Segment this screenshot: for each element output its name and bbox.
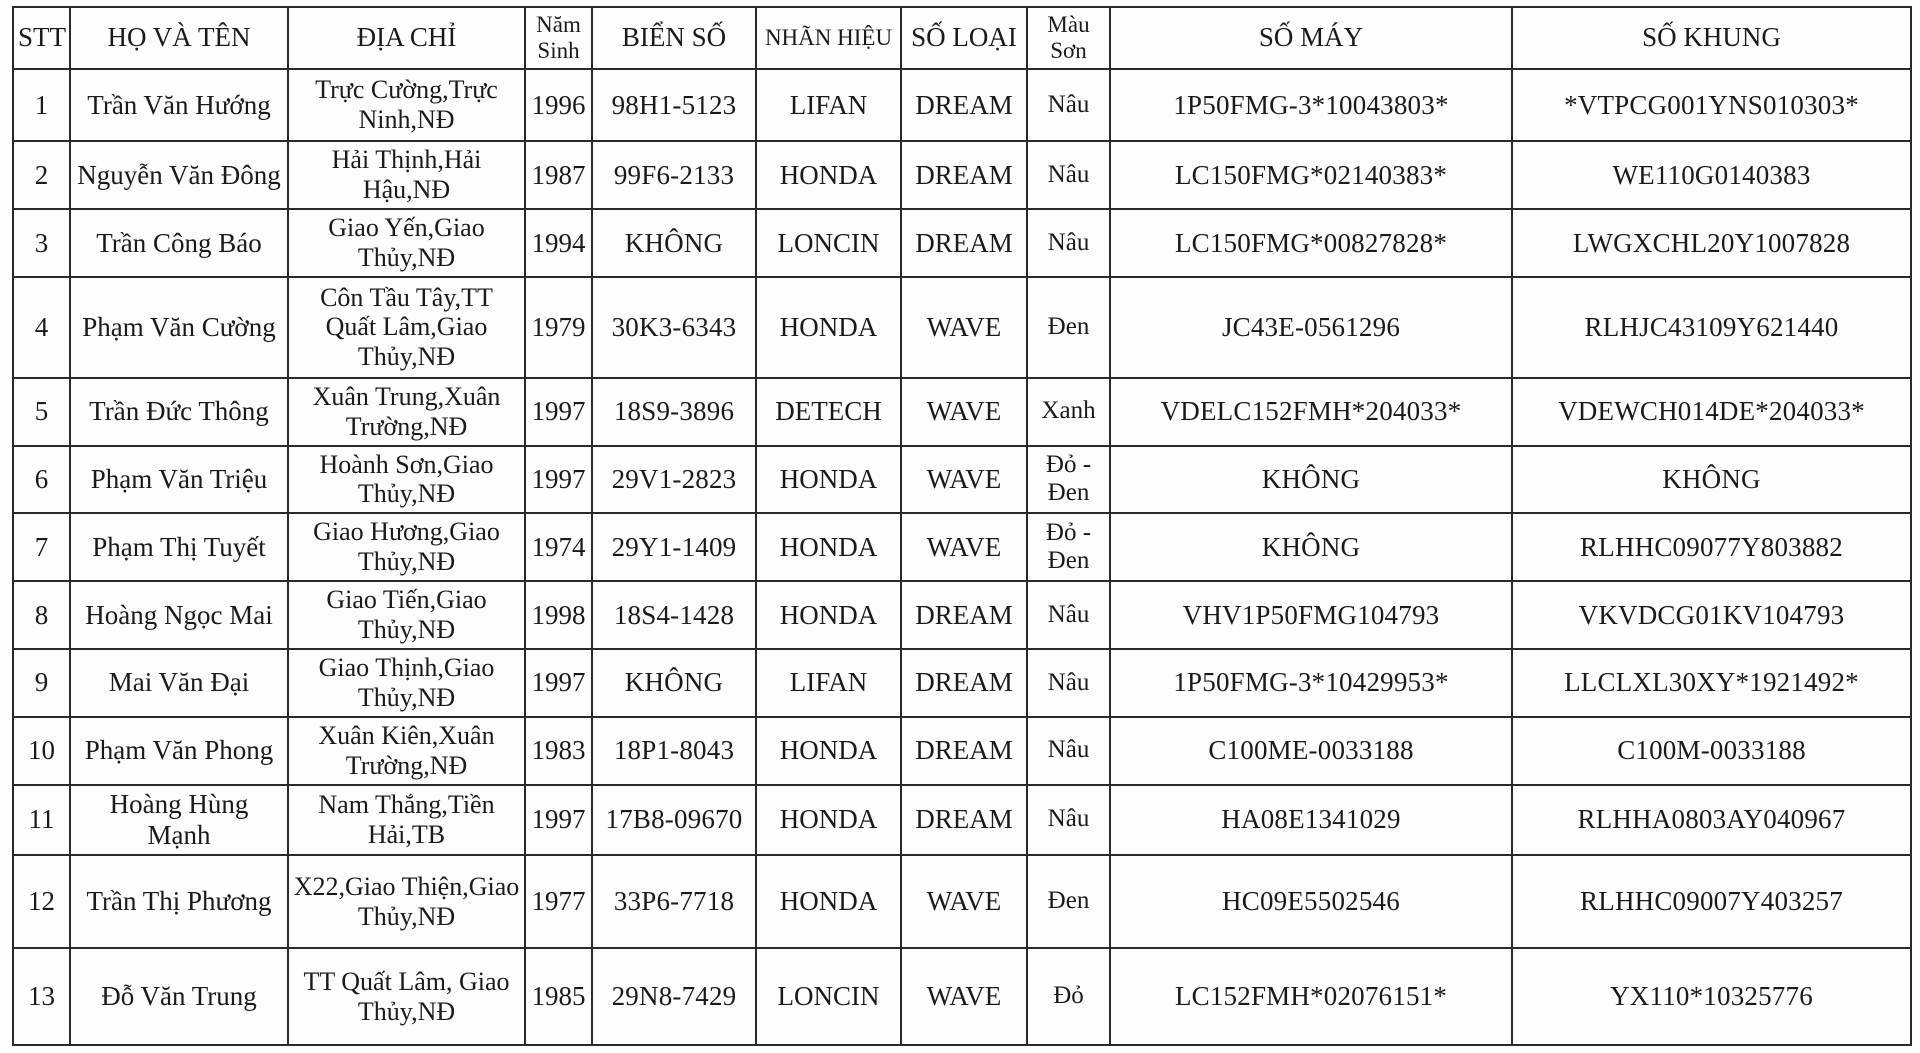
- table-row: [13, 209, 1911, 277]
- cell-engine-number: KHÔNG: [1110, 513, 1512, 581]
- cell-address: Côn Tầu Tây,TT Quất Lâm,Giao Thủy,NĐ: [288, 277, 525, 378]
- cell-plate: 29Y1-1409: [592, 513, 756, 581]
- cell-plate: 99F6-2133: [592, 141, 756, 209]
- header-address: ĐỊA CHỈ: [288, 7, 525, 69]
- cell-name: Trần Công Báo: [70, 209, 288, 277]
- cell-plate: 29N8-7429: [592, 948, 756, 1045]
- cell-stt: 2: [13, 141, 70, 209]
- table-row: [13, 378, 1911, 446]
- cell-frame-number: WE110G0140383: [1512, 141, 1911, 209]
- cell-model: WAVE: [901, 513, 1027, 581]
- cell-plate: 98H1-5123: [592, 69, 756, 141]
- cell-name: Trần Văn Hướng: [70, 69, 288, 141]
- table-row: [13, 581, 1911, 649]
- cell-brand: HONDA: [756, 785, 901, 855]
- cell-brand: HONDA: [756, 581, 901, 649]
- header-paint: Màu Sơn: [1027, 7, 1110, 69]
- header-model: SỐ LOẠI: [901, 7, 1027, 69]
- cell-engine-number: JC43E-0561296: [1110, 277, 1512, 378]
- cell-frame-number: LLCLXL30XY*1921492*: [1512, 649, 1911, 717]
- cell-birth-year: 1997: [525, 785, 592, 855]
- table-body: [13, 69, 1911, 1045]
- table-row: [13, 717, 1911, 785]
- cell-plate: 17B8-09670: [592, 785, 756, 855]
- table-row: [13, 69, 1911, 141]
- cell-address: Nam Thắng,Tiền Hải,TB: [288, 785, 525, 855]
- cell-brand: LIFAN: [756, 649, 901, 717]
- cell-engine-number: LC150FMG*00827828*: [1110, 209, 1512, 277]
- cell-birth-year: 1983: [525, 717, 592, 785]
- table-row: [13, 649, 1911, 717]
- cell-birth-year: 1974: [525, 513, 592, 581]
- cell-birth-year: 1987: [525, 141, 592, 209]
- cell-frame-number: RLHHC09077Y803882: [1512, 513, 1911, 581]
- cell-engine-number: HC09E5502546: [1110, 855, 1512, 948]
- cell-birth-year: 1977: [525, 855, 592, 948]
- cell-frame-number: RLHJC43109Y621440: [1512, 277, 1911, 378]
- cell-name: Mai Văn Đại: [70, 649, 288, 717]
- cell-paint: Xanh: [1027, 378, 1110, 446]
- header-frame-number: SỐ KHUNG: [1512, 7, 1911, 69]
- cell-name: Hoàng Ngọc Mai: [70, 581, 288, 649]
- table-row: [13, 948, 1911, 1045]
- cell-birth-year: 1985: [525, 948, 592, 1045]
- vehicle-registry-table: [12, 6, 1912, 1046]
- cell-model: WAVE: [901, 378, 1027, 446]
- cell-name: Đỗ Văn Trung: [70, 948, 288, 1045]
- header-plate: BIỂN SỐ: [592, 7, 756, 69]
- cell-model: WAVE: [901, 948, 1027, 1045]
- cell-name: Trần Thị Phương: [70, 855, 288, 948]
- cell-brand: HONDA: [756, 277, 901, 378]
- cell-plate: 18S9-3896: [592, 378, 756, 446]
- cell-model: WAVE: [901, 446, 1027, 514]
- cell-frame-number: VKVDCG01KV104793: [1512, 581, 1911, 649]
- cell-frame-number: KHÔNG: [1512, 446, 1911, 514]
- cell-engine-number: 1P50FMG-3*10429953*: [1110, 649, 1512, 717]
- cell-paint: Nâu: [1027, 581, 1110, 649]
- table-row: [13, 785, 1911, 855]
- cell-engine-number: LC152FMH*02076151*: [1110, 948, 1512, 1045]
- cell-plate: 29V1-2823: [592, 446, 756, 514]
- cell-paint: Nâu: [1027, 649, 1110, 717]
- cell-address: Xuân Trung,Xuân Trường,NĐ: [288, 378, 525, 446]
- cell-paint: Nâu: [1027, 69, 1110, 141]
- cell-model: DREAM: [901, 785, 1027, 855]
- cell-engine-number: KHÔNG: [1110, 446, 1512, 514]
- cell-address: Giao Tiến,Giao Thủy,NĐ: [288, 581, 525, 649]
- cell-paint: Đỏ: [1027, 948, 1110, 1045]
- cell-plate: 33P6-7718: [592, 855, 756, 948]
- table-header-row: [13, 7, 1911, 69]
- cell-address: TT Quất Lâm, Giao Thủy,NĐ: [288, 948, 525, 1045]
- cell-engine-number: 1P50FMG-3*10043803*: [1110, 69, 1512, 141]
- cell-plate: 18P1-8043: [592, 717, 756, 785]
- cell-paint: Nâu: [1027, 141, 1110, 209]
- cell-engine-number: HA08E1341029: [1110, 785, 1512, 855]
- cell-birth-year: 1979: [525, 277, 592, 378]
- cell-birth-year: 1994: [525, 209, 592, 277]
- cell-stt: 4: [13, 277, 70, 378]
- cell-address: Giao Yến,Giao Thủy,NĐ: [288, 209, 525, 277]
- cell-brand: HONDA: [756, 446, 901, 514]
- table-row: [13, 446, 1911, 514]
- cell-stt: 3: [13, 209, 70, 277]
- table-row: [13, 141, 1911, 209]
- cell-frame-number: LWGXCHL20Y1007828: [1512, 209, 1911, 277]
- cell-brand: HONDA: [756, 141, 901, 209]
- cell-brand: LIFAN: [756, 69, 901, 141]
- cell-address: Hải Thịnh,Hải Hậu,NĐ: [288, 141, 525, 209]
- cell-brand: HONDA: [756, 717, 901, 785]
- cell-model: WAVE: [901, 855, 1027, 948]
- cell-paint: Nâu: [1027, 785, 1110, 855]
- cell-stt: 1: [13, 69, 70, 141]
- cell-address: Giao Thịnh,Giao Thủy,NĐ: [288, 649, 525, 717]
- cell-name: Trần Đức Thông: [70, 378, 288, 446]
- header-brand: NHÃN HIỆU: [756, 7, 901, 69]
- cell-stt: 7: [13, 513, 70, 581]
- cell-name: Nguyễn Văn Đông: [70, 141, 288, 209]
- cell-brand: HONDA: [756, 855, 901, 948]
- cell-birth-year: 1997: [525, 378, 592, 446]
- cell-name: Phạm Văn Triệu: [70, 446, 288, 514]
- cell-address: Xuân Kiên,Xuân Trường,NĐ: [288, 717, 525, 785]
- cell-frame-number: YX110*10325776: [1512, 948, 1911, 1045]
- header-name: HỌ VÀ TÊN: [70, 7, 288, 69]
- cell-engine-number: VHV1P50FMG104793: [1110, 581, 1512, 649]
- header-stt: STT: [13, 7, 70, 69]
- cell-stt: 10: [13, 717, 70, 785]
- cell-model: DREAM: [901, 209, 1027, 277]
- cell-model: DREAM: [901, 581, 1027, 649]
- cell-model: DREAM: [901, 717, 1027, 785]
- cell-name: Phạm Văn Cường: [70, 277, 288, 378]
- cell-frame-number: VDEWCH014DE*204033*: [1512, 378, 1911, 446]
- cell-birth-year: 1997: [525, 649, 592, 717]
- cell-paint: Đỏ - Đen: [1027, 513, 1110, 581]
- cell-model: DREAM: [901, 649, 1027, 717]
- table-row: [13, 513, 1911, 581]
- cell-engine-number: VDELC152FMH*204033*: [1110, 378, 1512, 446]
- cell-paint: Nâu: [1027, 209, 1110, 277]
- cell-brand: HONDA: [756, 513, 901, 581]
- cell-frame-number: RLHHC09007Y403257: [1512, 855, 1911, 948]
- cell-engine-number: C100ME-0033188: [1110, 717, 1512, 785]
- cell-brand: LONCIN: [756, 948, 901, 1045]
- cell-brand: DETECH: [756, 378, 901, 446]
- cell-address: Trực Cường,Trực Ninh,NĐ: [288, 69, 525, 141]
- cell-name: Phạm Thị Tuyết: [70, 513, 288, 581]
- cell-brand: LONCIN: [756, 209, 901, 277]
- cell-paint: Nâu: [1027, 717, 1110, 785]
- cell-stt: 13: [13, 948, 70, 1045]
- cell-address: Giao Hương,Giao Thủy,NĐ: [288, 513, 525, 581]
- cell-engine-number: LC150FMG*02140383*: [1110, 141, 1512, 209]
- cell-frame-number: *VTPCG001YNS010303*: [1512, 69, 1911, 141]
- cell-paint: Đen: [1027, 277, 1110, 378]
- cell-address: X22,Giao Thiện,Giao Thủy,NĐ: [288, 855, 525, 948]
- cell-name: Phạm Văn Phong: [70, 717, 288, 785]
- table-row: [13, 277, 1911, 378]
- header-engine-number: SỐ MÁY: [1110, 7, 1512, 69]
- cell-stt: 5: [13, 378, 70, 446]
- cell-model: DREAM: [901, 141, 1027, 209]
- cell-frame-number: RLHHA0803AY040967: [1512, 785, 1911, 855]
- cell-plate: KHÔNG: [592, 649, 756, 717]
- cell-name: Hoàng Hùng Mạnh: [70, 785, 288, 855]
- cell-plate: 30K3-6343: [592, 277, 756, 378]
- cell-stt: 12: [13, 855, 70, 948]
- header-birth-year: Năm Sinh: [525, 7, 592, 69]
- cell-address: Hoành Sơn,Giao Thủy,NĐ: [288, 446, 525, 514]
- cell-stt: 6: [13, 446, 70, 514]
- cell-birth-year: 1997: [525, 446, 592, 514]
- cell-plate: KHÔNG: [592, 209, 756, 277]
- table-row: [13, 855, 1911, 948]
- cell-stt: 9: [13, 649, 70, 717]
- cell-birth-year: 1998: [525, 581, 592, 649]
- cell-paint: Đen: [1027, 855, 1110, 948]
- cell-paint: Đỏ - Đen: [1027, 446, 1110, 514]
- cell-stt: 11: [13, 785, 70, 855]
- cell-stt: 8: [13, 581, 70, 649]
- cell-model: WAVE: [901, 277, 1027, 378]
- cell-frame-number: C100M-0033188: [1512, 717, 1911, 785]
- cell-birth-year: 1996: [525, 69, 592, 141]
- cell-model: DREAM: [901, 69, 1027, 141]
- cell-plate: 18S4-1428: [592, 581, 756, 649]
